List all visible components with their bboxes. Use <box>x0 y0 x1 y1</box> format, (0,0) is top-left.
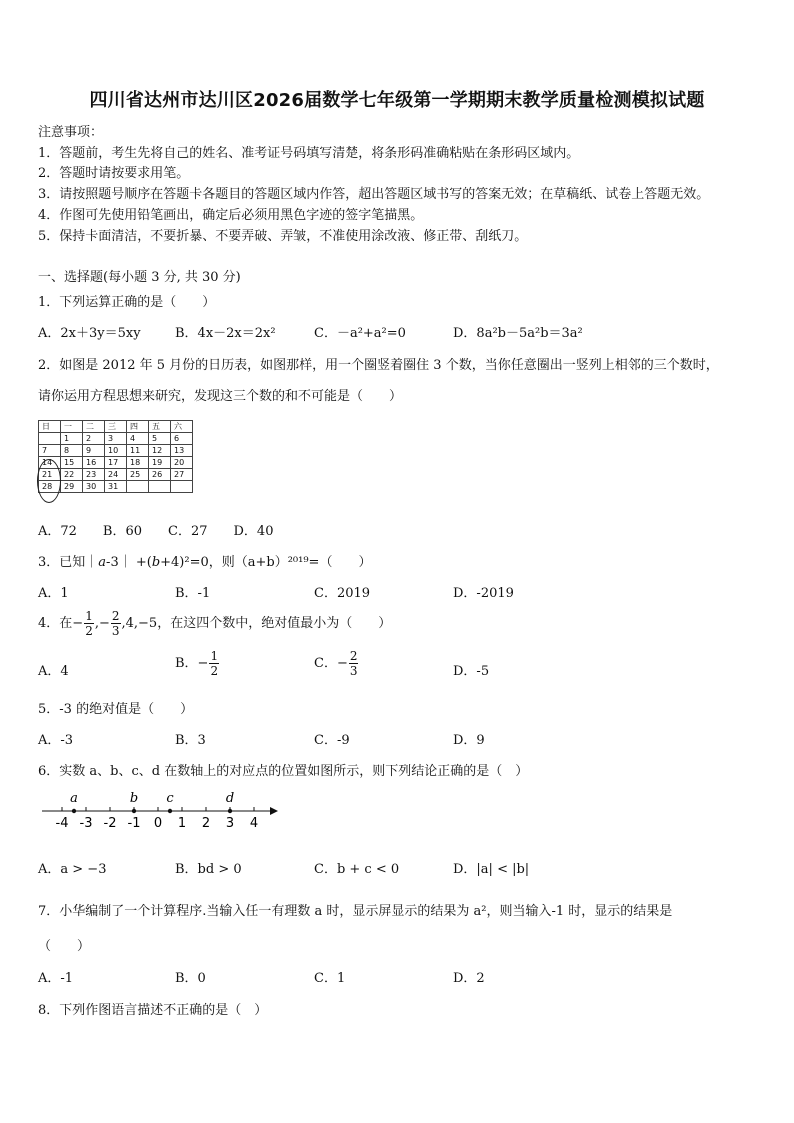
calendar-cell <box>171 481 193 493</box>
q2-options: A．72 B．60 C．27 D．40 <box>38 524 274 539</box>
number-line-point-label: b <box>129 791 139 806</box>
question-8-stem: 8．下列作图语言描述不正确的是（ ） <box>38 1003 268 1018</box>
q4-option-d: D．-5 <box>453 664 490 679</box>
calendar-cell: 22 <box>61 469 83 481</box>
q7-option-c: C．1 <box>314 971 346 986</box>
calendar-table <box>38 420 193 493</box>
calendar-cell: 6 <box>171 433 193 445</box>
number-line-point <box>132 809 136 813</box>
number-line-point-label: c <box>166 791 174 806</box>
notice-item: 2．答题时请按要求用笔。 <box>38 166 190 181</box>
calendar-cell: 28 <box>39 481 61 493</box>
calendar-cell: 26 <box>149 469 171 481</box>
number-line-point <box>168 809 172 813</box>
q3-var-b: b <box>151 555 161 570</box>
calendar-header-cell: 六 <box>171 421 193 433</box>
number-line-tick-label: 0 <box>153 816 163 830</box>
calendar-cell: 27 <box>171 469 193 481</box>
number-line-arrow-icon <box>270 807 278 815</box>
calendar-cell: 15 <box>61 457 83 469</box>
calendar-cell: 8 <box>61 445 83 457</box>
notice-item: 1．答题前，考生先将自己的姓名、准考证号码填写清楚，将条形码准确粘贴在条形码区域内。 <box>38 146 580 161</box>
section-heading: 一、选择题(每小题 3 分, 共 30 分) <box>38 270 241 285</box>
q3-stem-post: +4)²=0，则（a+b）²⁰¹⁹=（ ） <box>160 555 372 570</box>
q4-option-b: B．− $\frac{1}{2}$ <box>175 649 219 678</box>
q1-option-d: D．8a²b－5a²b＝3a² <box>453 326 583 341</box>
q1-option-a: A．2x＋3y＝5xy <box>38 326 141 341</box>
calendar-cell: 14 <box>39 457 61 469</box>
calendar-header-cell: 三 <box>105 421 127 433</box>
calendar-cell: 30 <box>83 481 105 493</box>
calendar-cell <box>149 481 171 493</box>
number-line-point <box>72 809 76 813</box>
calendar-cell: 13 <box>171 445 193 457</box>
number-line-tick-label: -3 <box>79 816 93 830</box>
calendar-row <box>39 469 193 481</box>
notice-heading: 注意事项： <box>38 125 104 140</box>
question-7-stem-cont: （ ） <box>38 939 91 954</box>
number-line-tick-label: 1 <box>177 816 187 830</box>
question-2-stem-cont: 请你运用方程思想来研究，发现这三个数的和不可能是（ ） <box>38 389 403 404</box>
q6-option-b: B．bd > 0 <box>175 862 242 877</box>
calendar-header-cell: 一 <box>61 421 83 433</box>
q5-option-b: B．3 <box>175 733 206 748</box>
calendar-cell: 5 <box>149 433 171 445</box>
number-line-tick-label: -1 <box>127 816 141 830</box>
q3-stem-mid: -3｜ +( <box>106 555 152 570</box>
calendar-cell: 31 <box>105 481 127 493</box>
calendar-cell: 2 <box>83 433 105 445</box>
calendar-cell <box>127 481 149 493</box>
notice-item: 5．保持卡面清洁，不要折暴、不要弄破、弄皱，不准使用涂改液、修正带、刮纸刀。 <box>38 229 528 244</box>
notice-item: 3．请按照题号顺序在答题卡各题目的答题区域内作答，超出答题区域书写的答案无效；在草稿纸、试卷上答题无效。 <box>38 187 710 202</box>
calendar-cell: 10 <box>105 445 127 457</box>
number-line-tick-label: -2 <box>103 816 117 830</box>
question-4-stem: 4．在− $\frac{1}{2}$ ,− $\frac{2}{3}$ ,4,−5，在这四个数中，绝对值最小为（ ） <box>38 609 392 638</box>
calendar-cell: 19 <box>149 457 171 469</box>
q7-option-d: D．2 <box>453 971 485 986</box>
page-title: 四川省达州市达川区2026届数学七年级第一学期期末教学质量检测模拟试题 <box>89 90 705 111</box>
question-6-stem: 6．实数 a、b、c、d 在数轴上的对应点的位置如图所示，则下列结论正确的是（ ） <box>38 764 529 779</box>
calendar-cell: 16 <box>83 457 105 469</box>
question-7-stem: 7．小华编制了一个计算程序.当输入任一有理数 a 时，显示屏显示的结果为 a²，则当输入-1 时，显示的结果是 <box>38 904 673 919</box>
number-line-tick-label: 3 <box>225 816 235 830</box>
calendar-cell: 23 <box>83 469 105 481</box>
calendar-cell: 9 <box>83 445 105 457</box>
number-line-tick-label: 2 <box>201 816 211 830</box>
question-3-stem <box>38 551 371 570</box>
question-1-stem: 1．下列运算正确的是（ ） <box>38 295 216 310</box>
calendar-cell: 29 <box>61 481 83 493</box>
q3-option-d: D．-2019 <box>453 586 514 601</box>
number-line-point-label: d <box>225 791 235 806</box>
calendar-header-cell: 五 <box>149 421 171 433</box>
q5-option-c: C．-9 <box>314 733 350 748</box>
calendar-cell: 21 <box>39 469 61 481</box>
calendar-header-cell: 日 <box>39 421 61 433</box>
q4-fraction-1: $\frac{1}{2}$ <box>85 609 93 638</box>
question-5-stem: 5．-3 的绝对值是（ ） <box>38 702 194 717</box>
number-line-tick-label: -4 <box>55 816 69 830</box>
q7-option-b: B．0 <box>175 971 206 986</box>
number-line-tick-label: 4 <box>249 816 259 830</box>
number-line-point <box>228 809 232 813</box>
calendar-cell: 24 <box>105 469 127 481</box>
calendar-header-row <box>39 421 193 433</box>
q6-option-a: A．a > −3 <box>38 862 107 877</box>
q4-option-a: A．4 <box>38 664 69 679</box>
calendar-cell: 20 <box>171 457 193 469</box>
q1-option-c: C．－a²+a²=0 <box>314 326 406 341</box>
calendar-cell: 25 <box>127 469 149 481</box>
q4-stem-pre: 4．在 <box>38 616 73 631</box>
question-2-stem: 2．如图是 2012 年 5 月份的日历表，如图那样，用一个圈竖着圈住 3 个数，当你任意圈出一竖列上相邻的三个数时， <box>38 358 719 373</box>
q3-option-c: C．2019 <box>314 586 371 601</box>
calendar-cell: 11 <box>127 445 149 457</box>
calendar-row <box>39 433 193 445</box>
calendar-cell: 18 <box>127 457 149 469</box>
calendar-circle-mark <box>37 459 61 503</box>
calendar-row <box>39 481 193 493</box>
q4-stem-tail: ,4,−5，在这四个数中，绝对值最小为（ ） <box>121 616 392 631</box>
notice-item: 4．作图可先使用铅笔画出，确定后必须用黑色字迹的签字笔描黑。 <box>38 208 424 223</box>
calendar-cell: 17 <box>105 457 127 469</box>
calendar-header-cell: 四 <box>127 421 149 433</box>
calendar-cell: 3 <box>105 433 127 445</box>
calendar-header-cell: 二 <box>83 421 105 433</box>
q1-option-b: B．4x－2x＝2x² <box>175 326 276 341</box>
number-line <box>38 790 278 830</box>
calendar-cell: 4 <box>127 433 149 445</box>
q5-option-d: D．9 <box>453 733 485 748</box>
q3-stem-pre: 3．已知｜ <box>38 555 99 570</box>
calendar-cell <box>39 433 61 445</box>
q3-option-b: B．-1 <box>175 586 211 601</box>
q3-option-a: A．1 <box>38 586 69 601</box>
q4-fraction-2: $\frac{2}{3}$ <box>111 609 120 638</box>
number-line-point-label: a <box>70 791 78 806</box>
q6-option-d: D．|a| < |b| <box>453 862 530 877</box>
calendar-row <box>39 457 193 469</box>
q7-option-a: A．-1 <box>38 971 74 986</box>
q3-var-a: a <box>98 555 107 570</box>
q4-option-c: C．− $\frac{2}{3}$ <box>314 649 358 678</box>
calendar-cell: 1 <box>61 433 83 445</box>
calendar-cell: 7 <box>39 445 61 457</box>
calendar-cell: 12 <box>149 445 171 457</box>
q6-option-c: C．b + c < 0 <box>314 862 400 877</box>
q5-option-a: A．-3 <box>38 733 74 748</box>
calendar-row <box>39 445 193 457</box>
